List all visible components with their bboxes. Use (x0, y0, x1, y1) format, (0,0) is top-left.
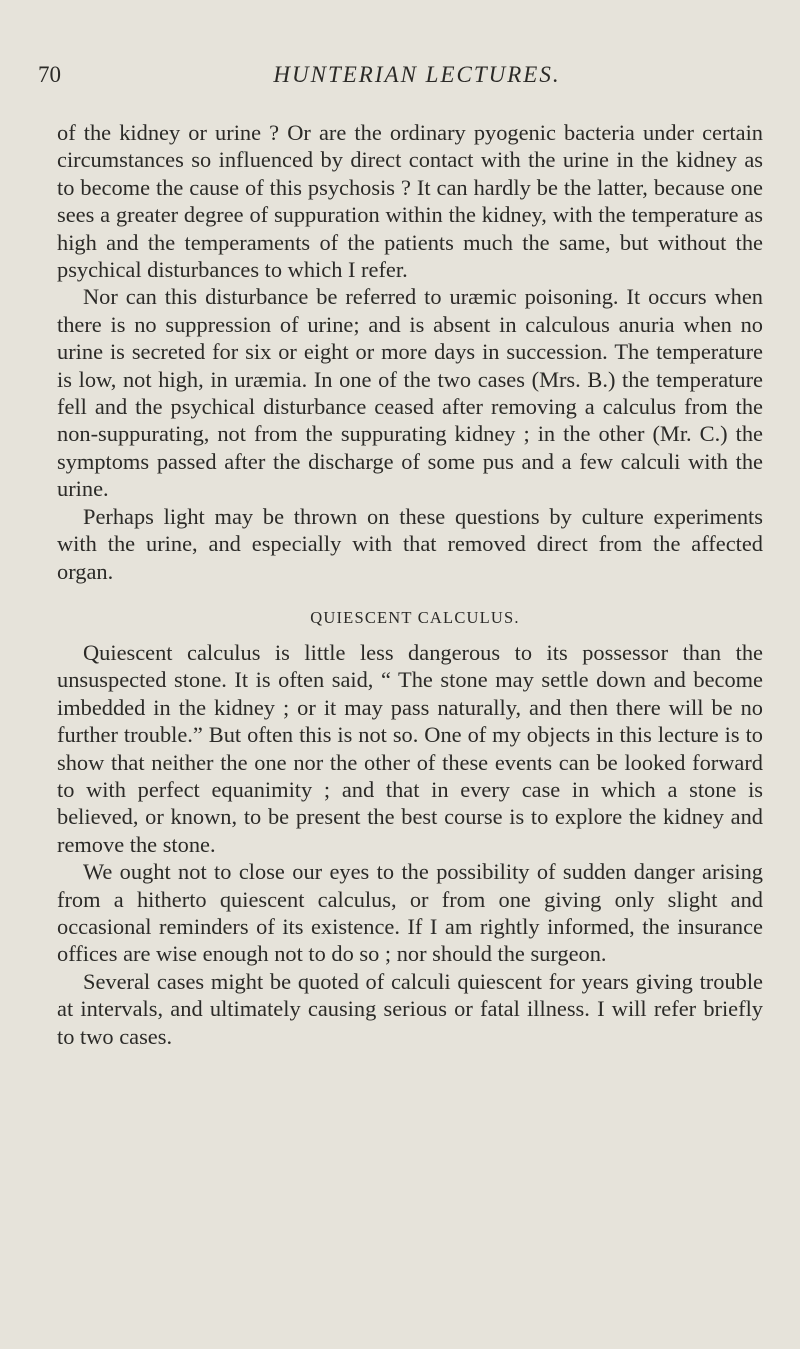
page-number: 70 (38, 62, 61, 87)
body-text (57, 119, 763, 1050)
page-header (38, 62, 756, 92)
running-head: HUNTERIAN LECTURES. (273, 62, 561, 87)
paragraph-quiescent-calculus: Quiescent calculus is little less dangerous to its possessor than the unsuspected stone. It is often said, “ The stone may settle down and become imbedded in the kidney ; or it may pass naturally, and then there will be no further trouble.” But often this is not so. One of my objects in this lecture is to show that neither the one nor the other of these events can be looked forward to with perfect equanimity ; and that in every case in which a stone is believed, or known, to be present the best course is to explore the kidney and remove the stone. (57, 639, 763, 857)
paragraph-continued: of the kidney or urine ? Or are the ordinary pyogenic bacteria under certain circumstances so influenced by direct contact with the urine in the kidney as to become the cause of this psychosis ? It can hardly be the latter, because one sees a greater degree of suppuration within the kidney, with the temperature as high and the temperaments of the patients much the same, but without the psychical disturbances to which I refer. (57, 120, 763, 283)
paragraph-uraemic-poisoning: Nor can this disturbance be referred to uræmic poisoning. It occurs when there is no suppression of urine; and is absent in calculous anuria when no urine is secreted for six or eight or more days in succession. The temperature is low, not high, in uræmia. In one of the two cases (Mrs. B.) the temperature fell and the psychical disturbance ceased after removing a calculus from the non-suppurating, not from the suppurating kidney ; in the other (Mr. C.) the symptoms passed after the discharge of some pus and a few calculi with the urine. (57, 284, 763, 502)
paragraph-sudden-danger: We ought not to close our eyes to the possibility of sudden danger arising from a hitherto quiescent calculus, or from one giving only slight and occasional reminders of its existence. If I am rightly informed, the insurance offices are wise enough not to do so ; nor should the surgeon. (57, 859, 763, 967)
paragraph-culture-experiments: Perhaps light may be thrown on these questions by culture experiments with the urine, and especially with that removed direct from the affected organ. (57, 503, 763, 584)
paragraph-several-cases: Several cases might be quoted of calculi quiescent for years giving trouble at intervals, and ultimately causing serious or fatal illness. I will refer briefly to two cases. (57, 968, 763, 1049)
section-heading: QUIESCENT CALCULUS. (310, 607, 520, 627)
